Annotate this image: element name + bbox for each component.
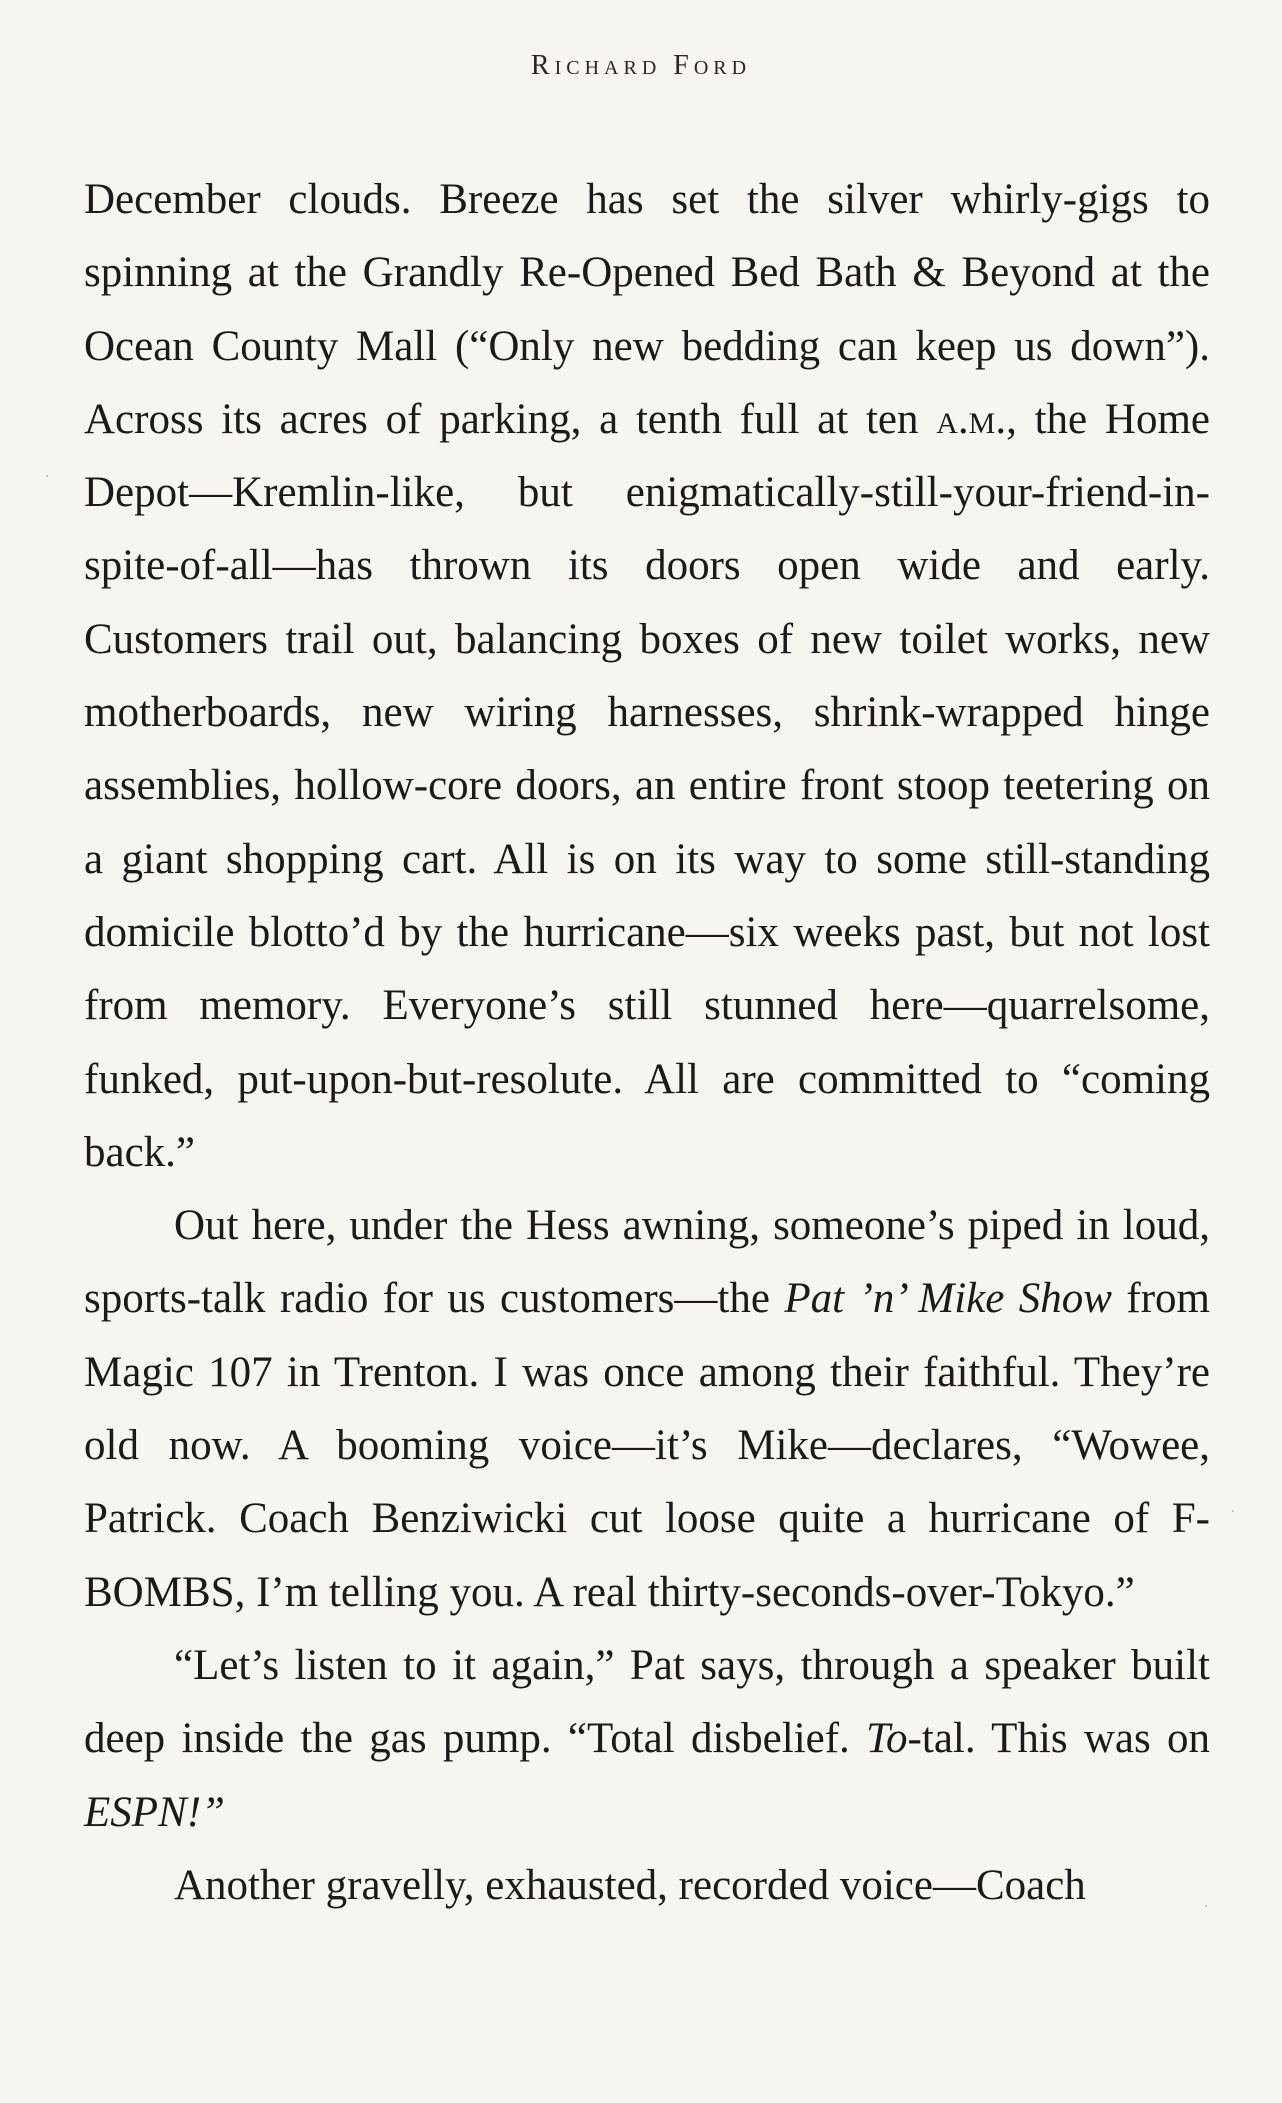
paragraph-2-text-b: from Magic 107 in Trenton. I was once among their faithful. They’re old now. A booming voice—it’s Mike—declares, “Wowee, Patrick. Coach Benziwicki cut loose quite a hurricane of F-BOMBS, I’m telling you. A real thirty-seconds-over-Tokyo.” (84, 1275, 1211, 1616)
paragraph-2 (84, 1189, 1210, 1629)
time-abbreviation: a.m. (936, 395, 1007, 443)
paragraph-3 (84, 1629, 1210, 1849)
paragraph-1 (84, 163, 1210, 1189)
paper-speck (1205, 1905, 1207, 1907)
paper-speck (46, 475, 48, 477)
paragraph-1-text-b: , the Home Depot—Kremlin-like, but enigmatically-still-your-friend-in-spite-of-all—has thrown its doors open wide and early. Customers trail out, balancing boxes of new toilet works, new motherboards, new wiring harnesses, shrink-wrapped hinge assemblies, hollow-core doors, an entire front stoop teetering on a giant shopping cart. All is on its way to some still-standing domicile blotto’d by the hurricane—six weeks past, but not lost from memory. Everyone’s still stunned here—quarrelsome, funked, put-upon-but-resolute. All are committed to “coming back.” (84, 395, 1210, 1176)
network-name: ESPN!” (84, 1788, 225, 1836)
radio-show-title: Pat ’n’ Mike Show (784, 1275, 1112, 1323)
paragraph-1-text-a: December clouds. Breeze has set the silver whirly-gigs to spinning at the Grandly Re-Opened Bed Bath & Beyond at the Ocean County Mall (“Only new bedding can keep us down”). Across its acres of parking, a tenth full at ten (84, 176, 1210, 443)
running-head: Richard Ford (530, 50, 752, 81)
paragraph-4 (84, 1849, 1210, 1922)
paragraph-3-text-a: “Let’s listen to it again,” Pat says, through a speaker built deep inside the gas pump. “Total disbelief. (84, 1641, 1210, 1763)
paper-speck (1232, 1510, 1234, 1512)
paragraph-2-text-a: Out here, under the Hess awning, someone’s piped in loud, sports-talk radio for us customers—the (84, 1202, 1210, 1323)
emphasis-to: To (866, 1715, 908, 1763)
body-text (84, 163, 1210, 1922)
paragraph-4-text-a: Another gravelly, exhausted, recorded voice—Coach (174, 1861, 1086, 1909)
paragraph-3-text-b: -tal. This was on (907, 1715, 1210, 1763)
